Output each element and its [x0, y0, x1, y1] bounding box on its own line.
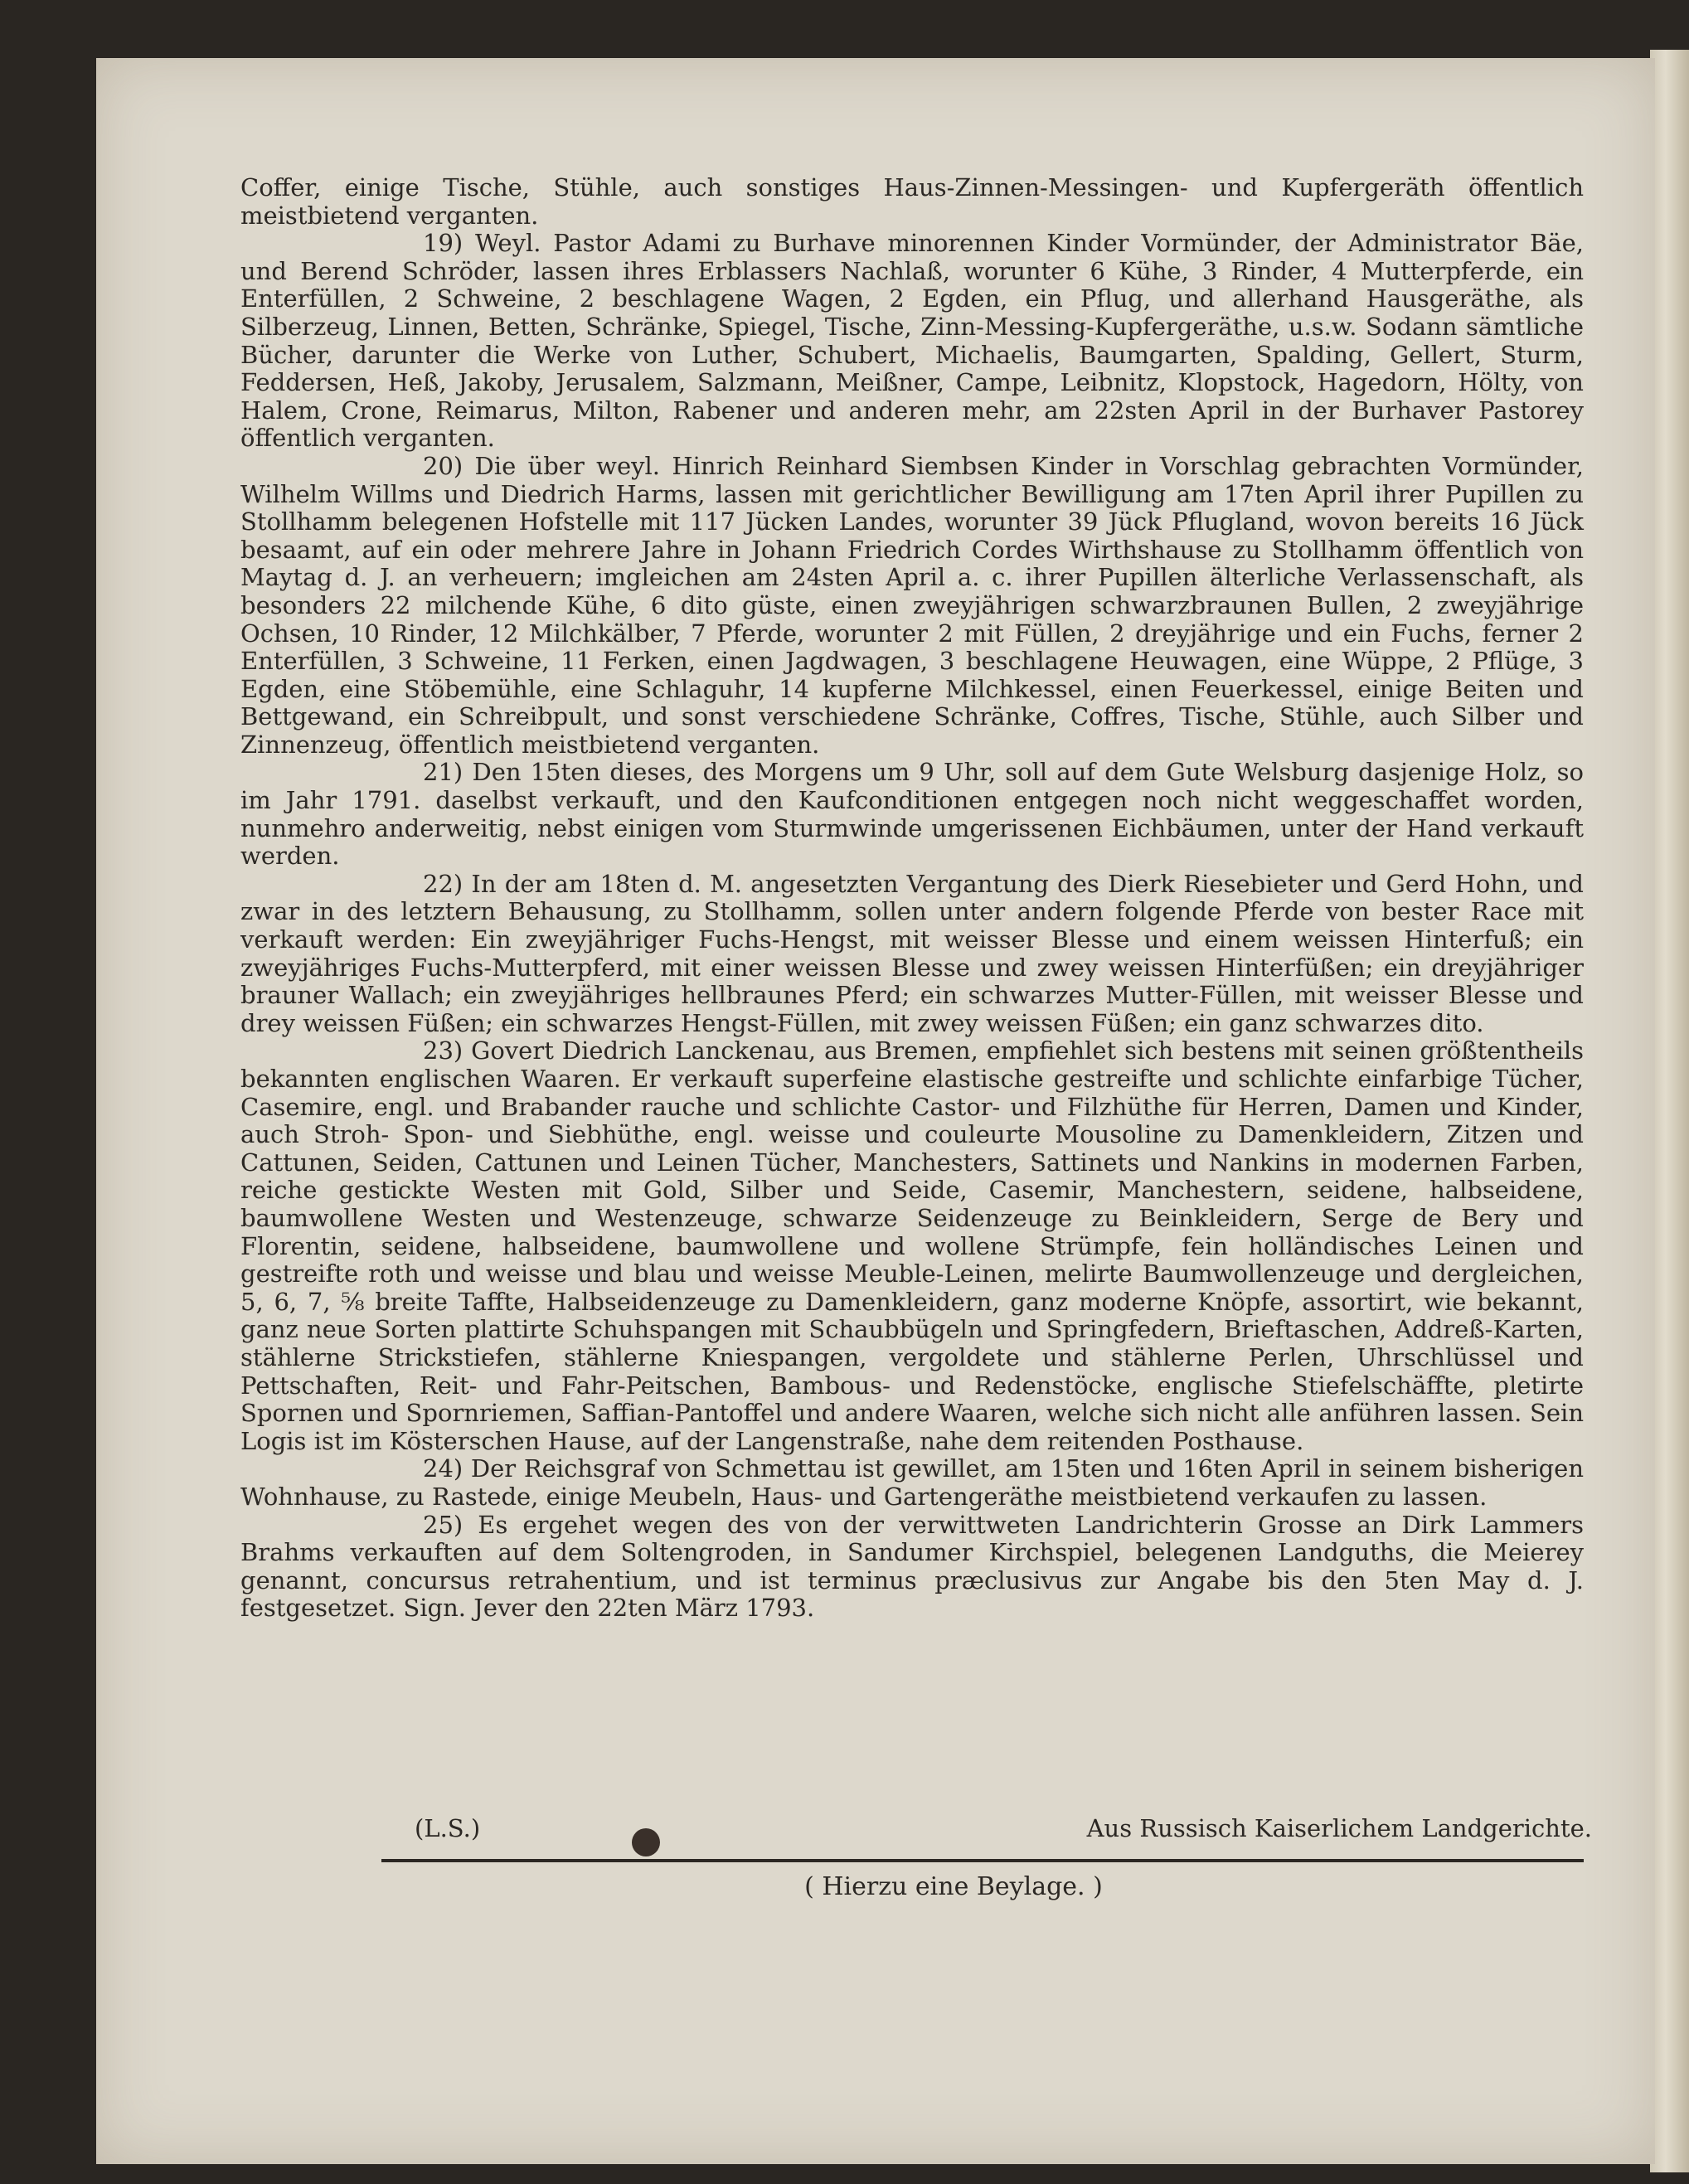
paragraph-number: 20) — [423, 451, 464, 480]
paragraph-22: 22) In der am 18ten d. M. angesetzten Vergantung des Dierk Riesebieter und Gerd Hohn, und zwar in des letztern Behausung, zu Stollhamm, sollen unter andern folgende Pferde von bester Race mit verkauft werden: Ein zweyjähriger Fuchs-Hengst, mit weisser Blesse und einem weissen Hinterfuß; ein zweyjähriges Fuchs-Mutterpferd, mit einer weissen Blesse und zwey weissen Hinterfüßen; ein dreyjähriger brauner Wallach; ein zweyjähriges hellbraunes Pferd; ein schwarzes Mutter-Füllen, mit weisser Blesse und drey weissen Füßen; ein schwarzes Hengst-Füllen, mit zwey weissen Füßen; ein ganz schwarzes dito. — [240, 869, 1584, 1037]
adjacent-page-edge — [1650, 50, 1689, 2172]
seal-mark: (L.S.) — [415, 1814, 481, 1842]
paragraph-number: 21) — [423, 758, 464, 787]
paragraph-number: 24) — [423, 1454, 464, 1483]
paragraph-21: 21) Den 15ten dieses, des Morgens um 9 Uhr, soll auf dem Gute Welsburg dasjenige Holz, so im Jahr 1791. daselbst verkauft, und den Kaufconditionen entgegen noch nicht weggeschaffet worden, nunmehro anderweitig, nebst einigen vom Sturmwinde umgerissenen Eichbäumen, unter der Hand verkauft werden. — [240, 758, 1585, 871]
paragraph-number: 25) — [423, 1510, 464, 1539]
paragraph-continuation: Coffer, einige Tische, Stühle, auch sonstiges Haus-Zinnen-Messingen- und Kupfergeräth öffentlich meistbietend verganten. — [240, 173, 1584, 230]
signature-line — [415, 1814, 1592, 1847]
paragraph-number: 19) — [423, 229, 464, 258]
paragraph-20: 20) Die über weyl. Hinrich Reinhard Siembsen Kinder in Vorschlag gebrachten Vormünder, Wilhelm Willms und Diedrich Harms, lassen mit gerichtlicher Bewilligung am 17ten April ihrer Pupillen zu Stollhamm belegenen Hofstelle mit 117 Jücken Landes, worunter 39 Jück Pflugland, wovon bereits 16 Jück besaamt, auf ein oder mehrere Jahre in Johann Friedrich Cordes Wirthshause zu Stollhamm öffentlich von Maytag d. J. an verheuern; imgleichen am 24sten April a. c. ihrer Pupillen älterliche Verlassenschaft, als besonders 22 milchende Kühe, 6 dito güste, einen zweyjährigen schwarzbraunen Bullen, 2 zweyjährige Ochsen, 10 Rinder, 12 Milchkälber, 7 Pferde, worunter 2 mit Füllen, 2 dreyjährige und ein Fuchs, ferner 2 Enterfüllen, 3 Schweine, 11 Ferken, einen Jagdwagen, 3 beschlagene Heuwagen, eine Wüppe, 2 Pflüge, 3 Egden, eine Stöbemühle, eine Schlaguhr, 14 kupferne Milchkessel, einen Feuerkessel, einige Beiten und Bettgewand, ein Schreibpult, und sonst verschiedene Schränke, Coffres, Tische, Stühle, auch Silber und Zinnenzeug, öffentlich meistbietend verganten. — [240, 451, 1584, 759]
paragraph-number: 22) — [423, 869, 464, 898]
paragraph-19: 19) Weyl. Pastor Adami zu Burhave minorennen Kinder Vormünder, der Administrator Bäe, und Berend Schröder, lassen ihres Erblassers Nachlaß, worunter 6 Kühe, 3 Rinder, 4 Mutterpferde, ein Enterfüllen, 2 Schweine, 2 beschlagene Wagen, 2 Egden, ein Pflug, und allerhand Hausgeräthe, als Silberzeug, Linnen, Betten, Schränke, Spiegel, Tische, Zinn-Messing-Kupfergeräthe, u.s.w. Sodann sämtliche Bücher, darunter die Werke von Luther, Schubert, Michaelis, Baumgarten, Spalding, Gellert, Sturm, Feddersen, Heß, Jakoby, Jerusalem, Salzmann, Meißner, Campe, Leibnitz, Klopstock, Hagedorn, Hölty, von Halem, Crone, Reimarus, Milton, Rabener und anderen mehr, am 22sten April in der Burhaver Pastorey öffentlich verganten. — [240, 229, 1585, 453]
paragraph-24: 24) Der Reichsgraf von Schmettau ist gewillet, am 15ten und 16ten April in seinem bisherigen Wohnhause, zu Rastede, einige Meubeln, Haus- und Gartengeräthe meistbietend verkaufen zu lassen. — [240, 1454, 1584, 1511]
court-name: Aus Russisch Kaiserlichem Landgerichte. — [1086, 1814, 1592, 1842]
paragraph-23: 23) Govert Diedrich Lanckenau, aus Bremen, empfiehlet sich bestens mit seinen größtentheils bekannten englischen Waaren. Er verkauft superfeine elastische gestreifte und schlichte einfarbige Tücher, Casemire, engl. und Brabander rauche und schlichte Castor- und Filzhüthe für Herren, Damen und Kinder, auch Stroh- Spon- und Siebhüthe, engl. weisse und couleurte Mousoline zu Damenkleidern, Zitzen und Cattunen, Seiden, Cattunen und Leinen Tücher, Manchesters, Sattinets und Nankins in modernen Farben, reiche gestickte Westen mit Gold, Silber und Seide, Casemir, Manchestern, seidene, halbseidene, baumwollene Westen und Westenzeuge, schwarze Seidenzeuge zu Beinkleidern, Serge de Bery und Florentin, seidene, halbseidene, baumwollene und wollene Strümpfe, fein holländisches Leinen und gestreifte roth und weisse und blau und weisse Meuble-Leinen, melirte Baumwollenzeuge und dergleichen, 5, 6, 7, ⅝ breite Taffte, Halbseidenzeuge zu Damenkleidern, ganz moderne Knöpfe, assortirt, wie bekannt, ganz neue Sorten plattirte Schuhspangen mit Schaubbügeln und Springfedern, Brieftaschen, Addreß-Karten, stählerne Strickstiefen, stählerne Kniespangen, vergoldete und stählerne Perlen, Uhrschlüssel und Pettschaften, Reit- und Fahr-Peitschen, Bambous- und Redenstöcke, englische Stiefelschäffte, pletirte Spornen und Spornriemen, Saffian-Pantoffel und andere Waaren, welche sich nicht alle anführen lassen. Sein Logis ist im Kösterschen Hause, auf der Langenstraße, nahe dem reitenden Posthause. — [240, 1036, 1584, 1455]
paragraph-25: 25) Es ergehet wegen des von der verwittweten Landrichterin Grosse an Dirk Lammers Brahms verkauften auf dem Soltengroden, in Sandumer Kirchspiel, belegenen Landguths, die Meierey genannt, concursus retrahentium, und ist terminus præclusivus zur Angabe bis den 5ten May d. J. festgesetzet. Sign. Jever den 22ten März 1793. — [240, 1510, 1585, 1623]
notice-text — [240, 174, 1584, 1623]
paragraph-number: 23) — [423, 1036, 464, 1065]
ink-blot — [632, 1828, 660, 1856]
divider-rule — [381, 1859, 1584, 1862]
supplement-note: ( Hierzu eine Beylage. ) — [804, 1872, 1103, 1901]
